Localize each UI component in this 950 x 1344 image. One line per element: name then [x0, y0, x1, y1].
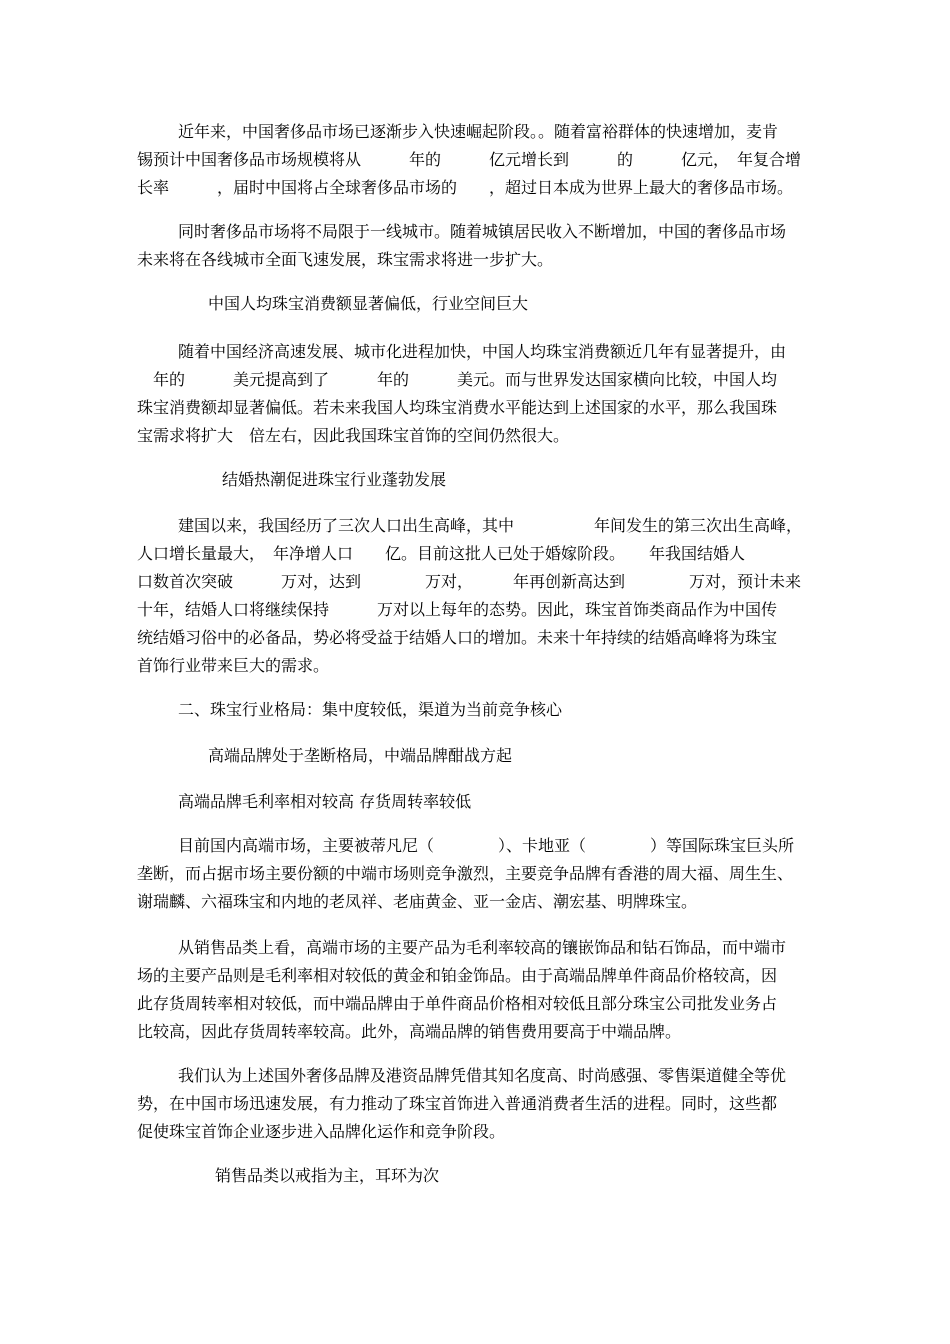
section-heading-sales-category: 销售品类以戒指为主，耳环为次: [215, 1166, 440, 1185]
paragraph-1-line-2: 锡预计中国奢侈品市场规模将从 年的 亿元增长到 的 亿元， 年复合增: [137, 150, 802, 169]
paragraph-6-line-5: 统结婚习俗中的必备品，势必将受益于结婚人口的增加。未来十年持续的结婚高峰将为珠宝: [137, 628, 778, 647]
subheading-gross-margin: 高端品牌毛利率相对较高 存货周转率较低: [178, 792, 472, 811]
paragraph-11-line-2: 场的主要产品则是毛利率相对较低的黄金和铂金饰品。由于高端品牌单件商品价格较高，因: [137, 966, 778, 985]
paragraph-10-line-1: 目前国内高端市场，主要被蒂凡尼（ ）、卡地亚（ ）等国际珠宝巨头所: [178, 836, 795, 855]
paragraph-4-line-2: 年的 美元提高到了 年的 美元。而与世界发达国家横向比较，中国人均: [137, 370, 778, 389]
paragraph-6-line-4: 十年，结婚人口将继续保持 万对以上每年的态势。因此，珠宝首饰类商品作为中国传: [137, 600, 778, 619]
paragraph-12-line-1: 我们认为上述国外奢侈品牌及港资品牌凭借其知名度高、时尚感强、零售渠道健全等优: [178, 1066, 787, 1085]
paragraph-2-line-1: 同时奢侈品市场将不局限于一线城市。随着城镇居民收入不断增加，中国的奢侈品市场: [178, 222, 787, 241]
paragraph-6-line-2: 人口增长量最大， 年净增人口 亿。目前这批人已处于婚嫁阶段。 年我国结婚人: [137, 544, 746, 563]
paragraph-10-line-2: 垄断，而占据市场主要份额的中端市场则竞争激烈，主要竞争品牌有香港的周大福、周生生、: [137, 864, 794, 883]
paragraph-4-line-1: 随着中国经济高速发展、城市化进程加快，中国人均珠宝消费额近几年有显著提升，由: [178, 342, 787, 361]
paragraph-10-line-3: 谢瑞麟、六福珠宝和内地的老凤祥、老庙黄金、亚一金店、潮宏基、明牌珠宝。: [137, 892, 698, 911]
paragraph-11-line-3: 此存货周转率相对较低，而中端品牌由于单件商品价格相对较低且部分珠宝公司批发业务占: [137, 994, 778, 1013]
paragraph-12-line-2: 势，在中国市场迅速发展，有力推动了珠宝首饰进入普通消费者生活的进程。同时，这些都: [137, 1094, 778, 1113]
paragraph-4-line-3: 珠宝消费额却显著偏低。若未来我国人均珠宝消费水平能达到上述国家的水平，那么我国珠: [137, 398, 778, 417]
section-heading-marriage: 结婚热潮促进珠宝行业蓬勃发展: [222, 470, 447, 489]
paragraph-6-line-6: 首饰行业带来巨大的需求。: [137, 656, 330, 675]
subheading-high-end-monopoly: 高端品牌处于垄断格局，中端品牌酣战方起: [208, 746, 513, 765]
paragraph-12-line-3: 促使珠宝首饰企业逐步进入品牌化运作和竞争阶段。: [137, 1122, 506, 1141]
paragraph-2-line-2: 未来将在各线城市全面飞速发展，珠宝需求将进一步扩大。: [137, 250, 554, 269]
paragraph-6-line-3: 口数首次突破 万对，达到 万对， 年再创新高达到 万对，预计未来: [137, 572, 802, 591]
paragraph-11-line-4: 比较高，因此存货周转率较高。此外，高端品牌的销售费用要高于中端品牌。: [137, 1022, 682, 1041]
paragraph-1-line-3: 长率 ，届时中国将占全球奢侈品市场的 ，超过日本成为世界上最大的奢侈品市场。: [137, 178, 794, 197]
paragraph-4-line-4: 宝需求将扩大 倍左右，因此我国珠宝首饰的空间仍然很大。: [137, 426, 570, 445]
paragraph-6-line-1: 建国以来，我国经历了三次人口出生高峰，其中 年间发生的第三次出生高峰，: [178, 516, 803, 535]
paragraph-1-line-1: 近年来，中国奢侈品市场已逐渐步入快速崛起阶段。。随着富裕群体的快速增加，麦肯: [178, 122, 779, 141]
section-heading-industry-landscape: 二、珠宝行业格局：集中度较低，渠道为当前竞争核心: [178, 700, 563, 719]
section-heading-per-capita: 中国人均珠宝消费额显著偏低，行业空间巨大: [208, 294, 529, 313]
paragraph-11-line-1: 从销售品类上看，高端市场的主要产品为毛利率较高的镶嵌饰品和钻石饰品，而中端市: [178, 938, 787, 957]
